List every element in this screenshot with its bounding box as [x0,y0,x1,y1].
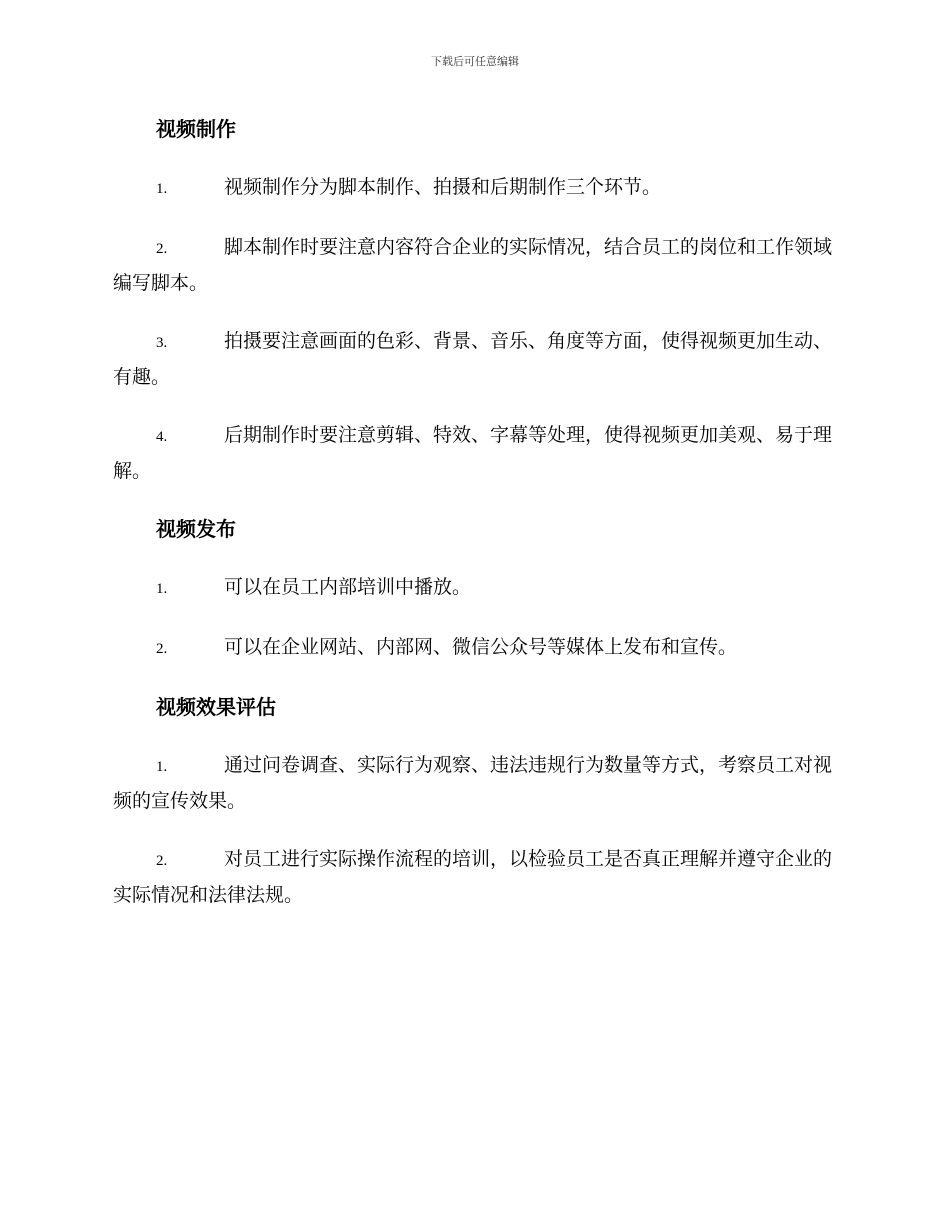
list-item [113,230,837,300]
list-item [113,324,837,394]
section-heading: 视频发布 [156,517,236,541]
section-heading: 视频效果评估 [156,695,276,719]
item-text: 拍摄要注意画面的色彩、背景、音乐、角度等方面，使得视频更加生动、有趣。 [113,330,833,388]
list-item [113,570,837,606]
page-header: 下载后可任意编辑 [431,55,519,68]
item-text: 后期制作时要注意剪辑、特效、字幕等处理，使得视频更加美观、易于理解。 [113,424,833,482]
item-text: 视频制作分为脚本制作、拍摄和后期制作三个环节。 [224,176,662,198]
item-text: 可以在员工内部培训中播放。 [224,576,472,598]
list-item [113,170,837,206]
list-item [113,630,837,666]
item-number: 1. [156,581,168,597]
list-item [113,842,837,912]
list-item [113,748,837,818]
list-item [113,418,837,488]
item-number: 2. [156,241,168,257]
item-text: 对员工进行实际操作流程的培训，以检验员工是否真正理解并遵守企业的实际情况和法律法规。 [113,848,833,906]
item-number: 3. [156,335,168,351]
section-heading: 视频制作 [156,117,236,141]
item-number: 2. [156,641,168,657]
item-number: 2. [156,853,168,869]
item-number: 1. [156,759,168,775]
item-text: 通过问卷调查、实际行为观察、违法违规行为数量等方式，考察员工对视频的宣传效果。 [113,754,833,812]
item-text: 脚本制作时要注意内容符合企业的实际情况，结合员工的岗位和工作领域编写脚本。 [113,236,833,294]
document-body [113,112,837,936]
item-number: 4. [156,429,168,445]
item-text: 可以在企业网站、内部网、微信公众号等媒体上发布和宣传。 [224,636,738,658]
item-number: 1. [156,181,168,197]
